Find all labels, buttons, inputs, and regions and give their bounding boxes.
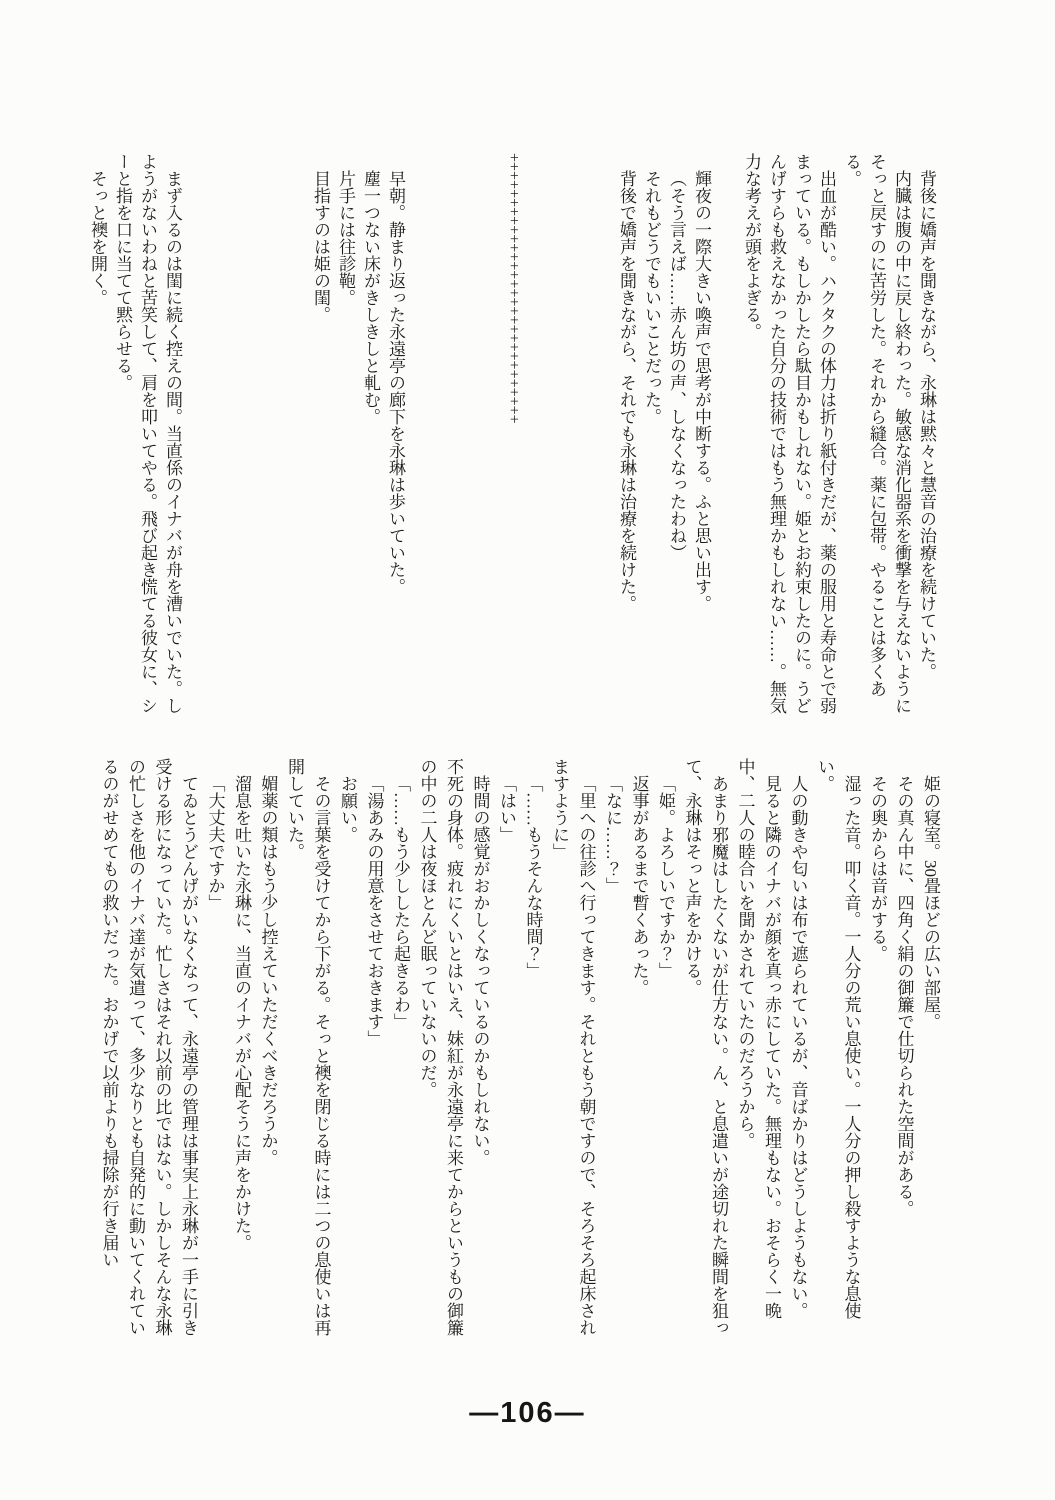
dialogue-line: 「湯あみの用意をさせておきます」 (364, 775, 384, 1047)
paragraph: 塵一つない床がきしきしと軋む。 (361, 170, 380, 425)
paragraph: 目指すのは姫の閨。 (311, 170, 330, 323)
paragraph: その奥からは音がする。 (868, 775, 887, 962)
paragraph: 時間の感覚がおかしくなっているのかもしれない。 (470, 775, 490, 1166)
dialogue-line: 「……もう少ししたら起きるわ」 (391, 775, 410, 1030)
paragraph: 溜息を吐いた永琳に、当直のイナバが心配そうに声をかけた。 (232, 775, 251, 1251)
paragraph: 片手には往診鞄。 (336, 170, 355, 306)
paragraph: そっと襖を開く。 (88, 170, 107, 306)
dialogue-line: 「なに……？」 (603, 775, 622, 894)
paragraph: 返事があるまで暫くあった。 (629, 775, 649, 996)
page-number: ―106― (469, 1397, 586, 1429)
paragraph: 人の動きや匂いは布で遮られているが、音ばかりはどうしようもない。 (788, 775, 808, 1319)
paragraph: あまり邪魔はしたくないが仕方ない。ん、と息遣いが途切れた瞬間を狙って、永琳はそっと声をかける。 (682, 758, 728, 1336)
top-text-block (85, 153, 939, 719)
dialogue-line: 「大丈夫ですか」 (205, 775, 225, 911)
dialogue-line: 「姫。よろしいですか？」 (656, 775, 675, 979)
paragraph: 内臓は腹の中に戻し終わった。敏感な消化器系を衝撃を与えないようにそっと戻すのに苦労した。それから縫合。薬に包帯。やることは多くある。 (842, 153, 911, 714)
paragraph: お願い。 (338, 775, 357, 843)
paragraph: 輝夜の一際大きい喚声で思考が中断する。ふと思い出す。 (692, 170, 711, 612)
paragraph: 出血が酷い。ハクタクの体力は折り紙付きだが、薬の服用と寿命とで弱まっている。もしかしたら駄目かもしれない。姫とお約束したのに。うどんげすらも救えなかった自分の技術ではもう無理かもしれない……。無気力な考えが頭をよぎる。 (742, 153, 836, 714)
paragraph: それもどうでもいいことだった。 (642, 170, 661, 425)
paragraph: 姫の寝室。30畳ほどの広い部屋。 (921, 775, 940, 1030)
paragraph: 媚薬の類はもう少し控えていただくべきだろうか。 (258, 775, 278, 1166)
paragraph: 湿った音。叩く音。一人分の荒い息使い。一人分の押し殺すような息使い。 (815, 758, 861, 1319)
paragraph: 背後で嬌声を聞きながら、それでも永琳は治療を続けた。 (617, 170, 636, 612)
bottom-text-block (95, 758, 943, 1344)
paragraph: てゐとうどんげがいなくなって、永遠亭の管理は事実上永琳が一手に引き受ける形になっていた。忙しさはそれ以前の比ではない。しかしそんな永琳の忙しさを他のイナバ達が気遣って、多少なりとも自発的に動いてくれているのがせめてもの救いだった。おかげで以前よりも掃除が行き届い (99, 758, 198, 1336)
paragraph: 早朝。静まり返った永遠亭の廊下を永琳は歩いていた。 (386, 170, 405, 595)
scene-break-divider: ++++++++++++++++++++++++++++++ (505, 153, 522, 424)
paragraph: （そう言えば……赤ん坊の声、しなくなったわね） (667, 170, 686, 561)
paragraph: 不死の身体。疲れにくいとはいえ、妹紅が永遠亭に来てからというもの御簾の中の二人は夜ほとんど眠っていないのだ。 (417, 758, 463, 1336)
dialogue-line: 「……もうそんな時間？」 (523, 775, 543, 979)
paragraph: まず入るのは閨に続く控えの間。当直係のイナバが舟を漕いでいた。しようがないわねと苦笑して、肩を叩いてやる。飛び起き慌てる彼女に、シーと指を口に当てて黙らせる。 (113, 153, 182, 714)
dialogue-line: 「里への往診へ行ってきます。それともう朝ですので、そろそろ起床されますように」 (550, 758, 596, 1336)
paragraph: その言葉を受けてから下がる。そっと襖を閉じる時には二つの息使いは再開していた。 (285, 758, 331, 1336)
paragraph: その真ん中に、四角く絹の御簾で仕切られた空間がある。 (894, 775, 914, 1217)
paragraph: 見ると隣のイナバが顔を真っ赤にしていた。無理もない。おそらく一晩中、二人の睦合いを聞かされていたのだろうから。 (735, 758, 781, 1319)
dialogue-line: 「はい」 (497, 775, 516, 843)
paragraph: 背後に嬌声を聞きながら、永琳は黙々と慧音の治療を続けていた。 (917, 170, 936, 680)
